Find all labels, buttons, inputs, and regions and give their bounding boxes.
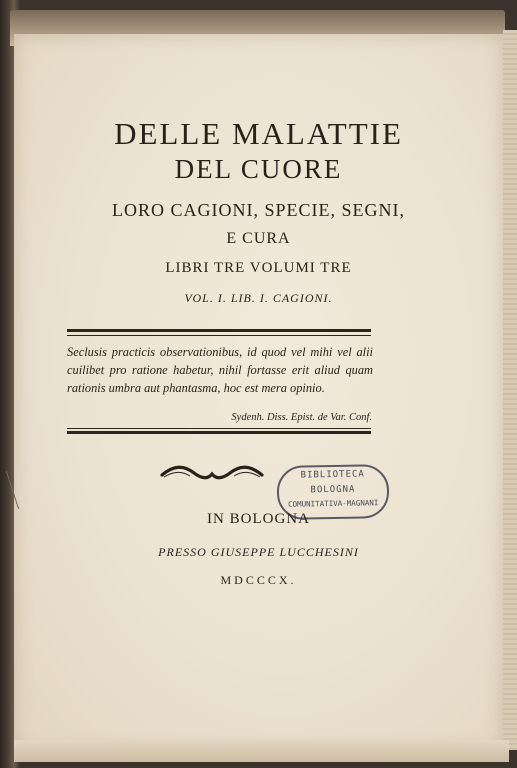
- imprint-year: MDCCCX.: [220, 573, 297, 587]
- rule-bottom-thin: [67, 428, 371, 429]
- subtitle-line-3: LIBRI TRE VOLUMI TRE: [165, 260, 352, 276]
- subtitle-line-2: E CURA: [226, 230, 291, 247]
- bottom-page-edges: [14, 740, 509, 762]
- imprint-printer: PRESSO GIUSEPPE LUCCHESINI: [158, 545, 359, 559]
- ornament-swash-icon: [160, 461, 264, 487]
- stamp-line-3: COMUNITATIVA-MAGNANI: [287, 498, 379, 509]
- epigraph-text: Seclusis practicis observationibus, id quod vel mihi vel alii cuilibet pro ratione habetur, nihil fortasse erit aliud quam rationis umbra aut phantasma, hoc est mera opinio.: [67, 345, 373, 395]
- rule-top-thin: [67, 335, 371, 336]
- title-line-2: DEL CUORE: [174, 154, 343, 184]
- epigraph-attribution: Sydenh. Diss. Epist. de Var. Conf.: [231, 412, 372, 423]
- imprint-place: IN BOLOGNA: [207, 511, 310, 527]
- title-line-1: DELLE MALATTIE: [114, 116, 403, 151]
- rule-top: [67, 329, 371, 332]
- stamp-line-1: BIBLIOTECA: [300, 469, 365, 481]
- volume-line: VOL. I. LIB. I. CAGIONI.: [184, 291, 333, 305]
- subtitle-line-1: LORO CAGIONI, SPECIE, SEGNI,: [112, 200, 405, 220]
- stamp-line-2: BOLOGNA: [310, 484, 356, 496]
- rule-bottom: [67, 431, 371, 434]
